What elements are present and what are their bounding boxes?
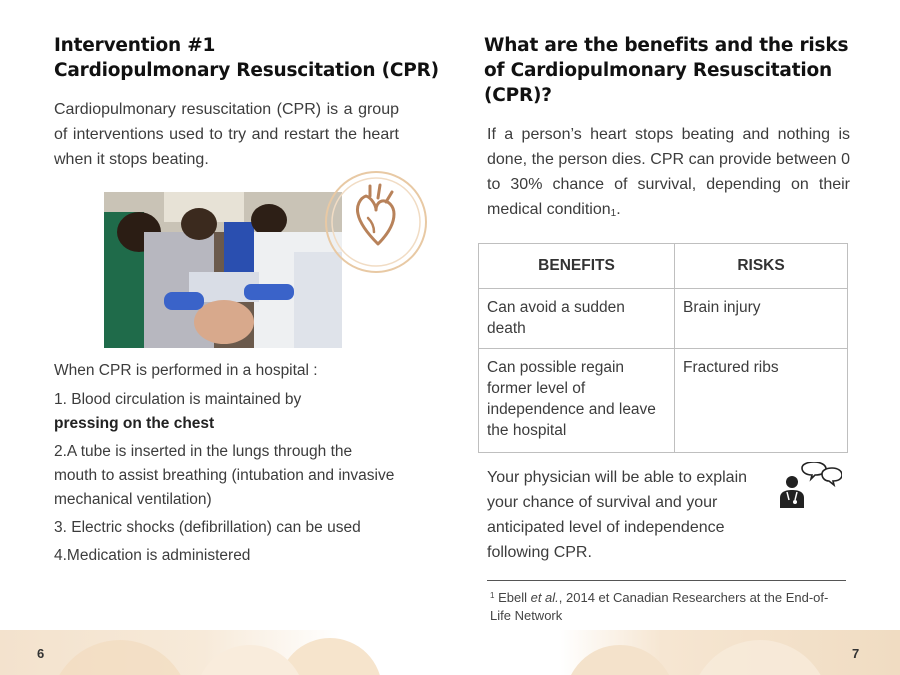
cpr-steps-list	[54, 388, 399, 572]
step-1-emphasis: pressing on the chest	[54, 415, 215, 432]
benefit-cell: Can possible regain former level of independence and leave the hospital	[479, 349, 675, 453]
table-row	[479, 289, 848, 349]
footnote-divider	[487, 580, 846, 581]
page-number-left: 6	[37, 646, 45, 661]
hospital-intro: When CPR is performed in a hospital :	[54, 362, 318, 379]
right-decorative-band	[560, 630, 900, 675]
footnote-etal: et al.	[530, 590, 559, 605]
step-1-text: 1. Blood circulation is maintained by	[54, 391, 302, 408]
risk-cell: Fractured ribs	[675, 349, 848, 453]
survival-intro-end: .	[616, 201, 621, 218]
footnote-author: Ebell	[494, 590, 531, 605]
doctor-chat-icon	[776, 462, 842, 510]
benefit-cell: Can avoid a sudden death	[479, 289, 675, 349]
footnote	[490, 587, 845, 625]
left-title-line-2: Cardiopulmonary Resuscitation (CPR)	[54, 60, 439, 81]
table-header-row	[479, 244, 848, 289]
survival-intro	[487, 122, 850, 226]
cpr-photo	[104, 192, 342, 348]
risks-header: RISKS	[675, 244, 848, 289]
table-row	[479, 349, 848, 453]
footnote-ref: 1	[610, 208, 617, 219]
right-page-title	[484, 33, 864, 108]
left-page-title	[54, 33, 454, 83]
page-number-right: 7	[852, 646, 860, 661]
physician-note: Your physician will be able to explain your chance of survival and your anticipated level of independence following CPR.	[487, 469, 748, 561]
step-2: 2.A tube is inserted in the lungs through the mouth to assist breathing (intubation and invasive mechanical ventilation)	[54, 443, 395, 508]
step-4: 4.Medication is administered	[54, 547, 251, 564]
right-title-line-1: What are the benefits and the risks	[484, 35, 849, 56]
benefits-header: BENEFITS	[479, 244, 675, 289]
step-1	[54, 388, 399, 436]
step-3: 3. Electric shocks (defibrillation) can be used	[54, 519, 361, 536]
heart-icon	[322, 168, 430, 276]
left-decorative-band	[0, 630, 420, 675]
survival-intro-text: If a person’s heart stops beating and nothing is done, the person dies. CPR can provide between 0 to 30% chance of survival, depending on their medical condition	[487, 126, 850, 218]
footnote-mark: 1	[490, 591, 495, 600]
benefits-risks-table	[478, 243, 848, 453]
right-title-line-3: (CPR)?	[484, 85, 552, 106]
left-title-line-1: Intervention #1	[54, 35, 216, 56]
cpr-definition: Cardiopulmonary resuscitation (CPR) is a group of interventions used to try and restart the heart when it stops beating.	[54, 101, 399, 168]
right-title-line-2: of Cardiopulmonary Resuscitation	[484, 60, 832, 81]
footnote-source: , 2014 et Canadian Researchers at the End-of-Life Network	[490, 590, 829, 623]
risk-cell: Brain injury	[675, 289, 848, 349]
